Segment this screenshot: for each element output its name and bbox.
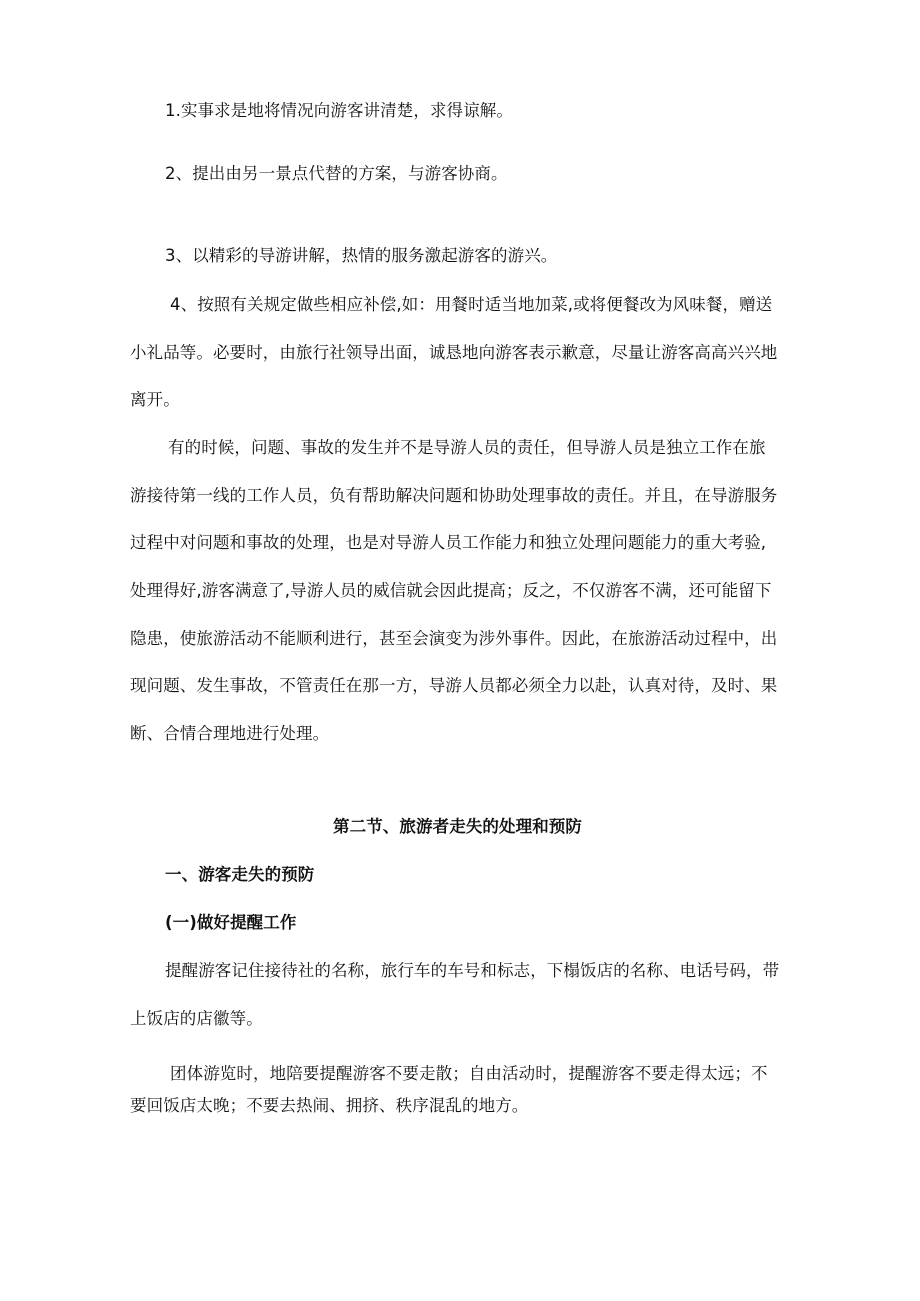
reminder2-line-1: 团体游览时，地陪要提醒游客不要走散；自由活动时，提醒游客不要走得太远；不 bbox=[170, 1064, 768, 1083]
heading-prevention: 一、游客走失的预防 bbox=[165, 865, 315, 884]
heading-reminder: (一)做好提醒工作 bbox=[165, 913, 297, 932]
paragraph-line-7: 断、合情合理地进行处理。 bbox=[130, 724, 330, 743]
paragraph-line-2: 游接待第一线的工作人员，负有帮助解决问题和协助处理事故的责任。并且，在导游服务 bbox=[130, 486, 778, 505]
paragraph-line-1: 有的时候，问题、事故的发生并不是导游人员的责任，但导游人员是独立工作在旅 bbox=[168, 438, 766, 457]
paragraph-line-3: 过程中对问题和事故的处理，也是对导游人员工作能力和独立处理问题能力的重大考验, bbox=[130, 533, 767, 552]
list-item-1: 1.实事求是地将情况向游客讲清楚，求得谅解。 bbox=[165, 101, 513, 120]
section-title: 第二节、旅游者走失的处理和预防 bbox=[333, 817, 582, 836]
list-item-4-line-3: 离开。 bbox=[130, 390, 180, 409]
paragraph-line-4: 处理得好,游客满意了,导游人员的威信就会因此提高；反之，不仅游客不满，还可能留下 bbox=[130, 581, 772, 600]
reminder1-line-2: 上饭店的店徽等。 bbox=[130, 1009, 263, 1028]
reminder1-line-1: 提醒游客记住接待社的名称，旅行车的车号和标志，下榻饭店的名称、电话号码，带 bbox=[165, 961, 780, 980]
list-item-4-line-2: 小礼品等。必要时，由旅行社领导出面，诚恳地向游客表示歉意，尽量让游客高高兴兴地 bbox=[130, 343, 778, 362]
list-item-2: 2、提出由另一景点代替的方案，与游客协商。 bbox=[165, 164, 508, 183]
paragraph-line-5: 隐患，使旅游活动不能顺利进行，甚至会演变为涉外事件。因此，在旅游活动过程中，出 bbox=[130, 629, 778, 648]
list-item-4-line-1: 4、按照有关规定做些相应补偿,如：用餐时适当地加菜,或将便餐改为风味餐，赠送 bbox=[170, 295, 773, 314]
reminder2-line-2: 要回饭店太晚；不要去热闹、拥挤、秩序混乱的地方。 bbox=[130, 1096, 529, 1115]
list-item-3: 3、以精彩的导游讲解，热情的服务激起游客的游兴。 bbox=[165, 246, 558, 265]
paragraph-line-6: 现问题、发生事故，不管责任在那一方，导游人员都必须全力以赴，认真对待，及时、果 bbox=[130, 676, 778, 695]
